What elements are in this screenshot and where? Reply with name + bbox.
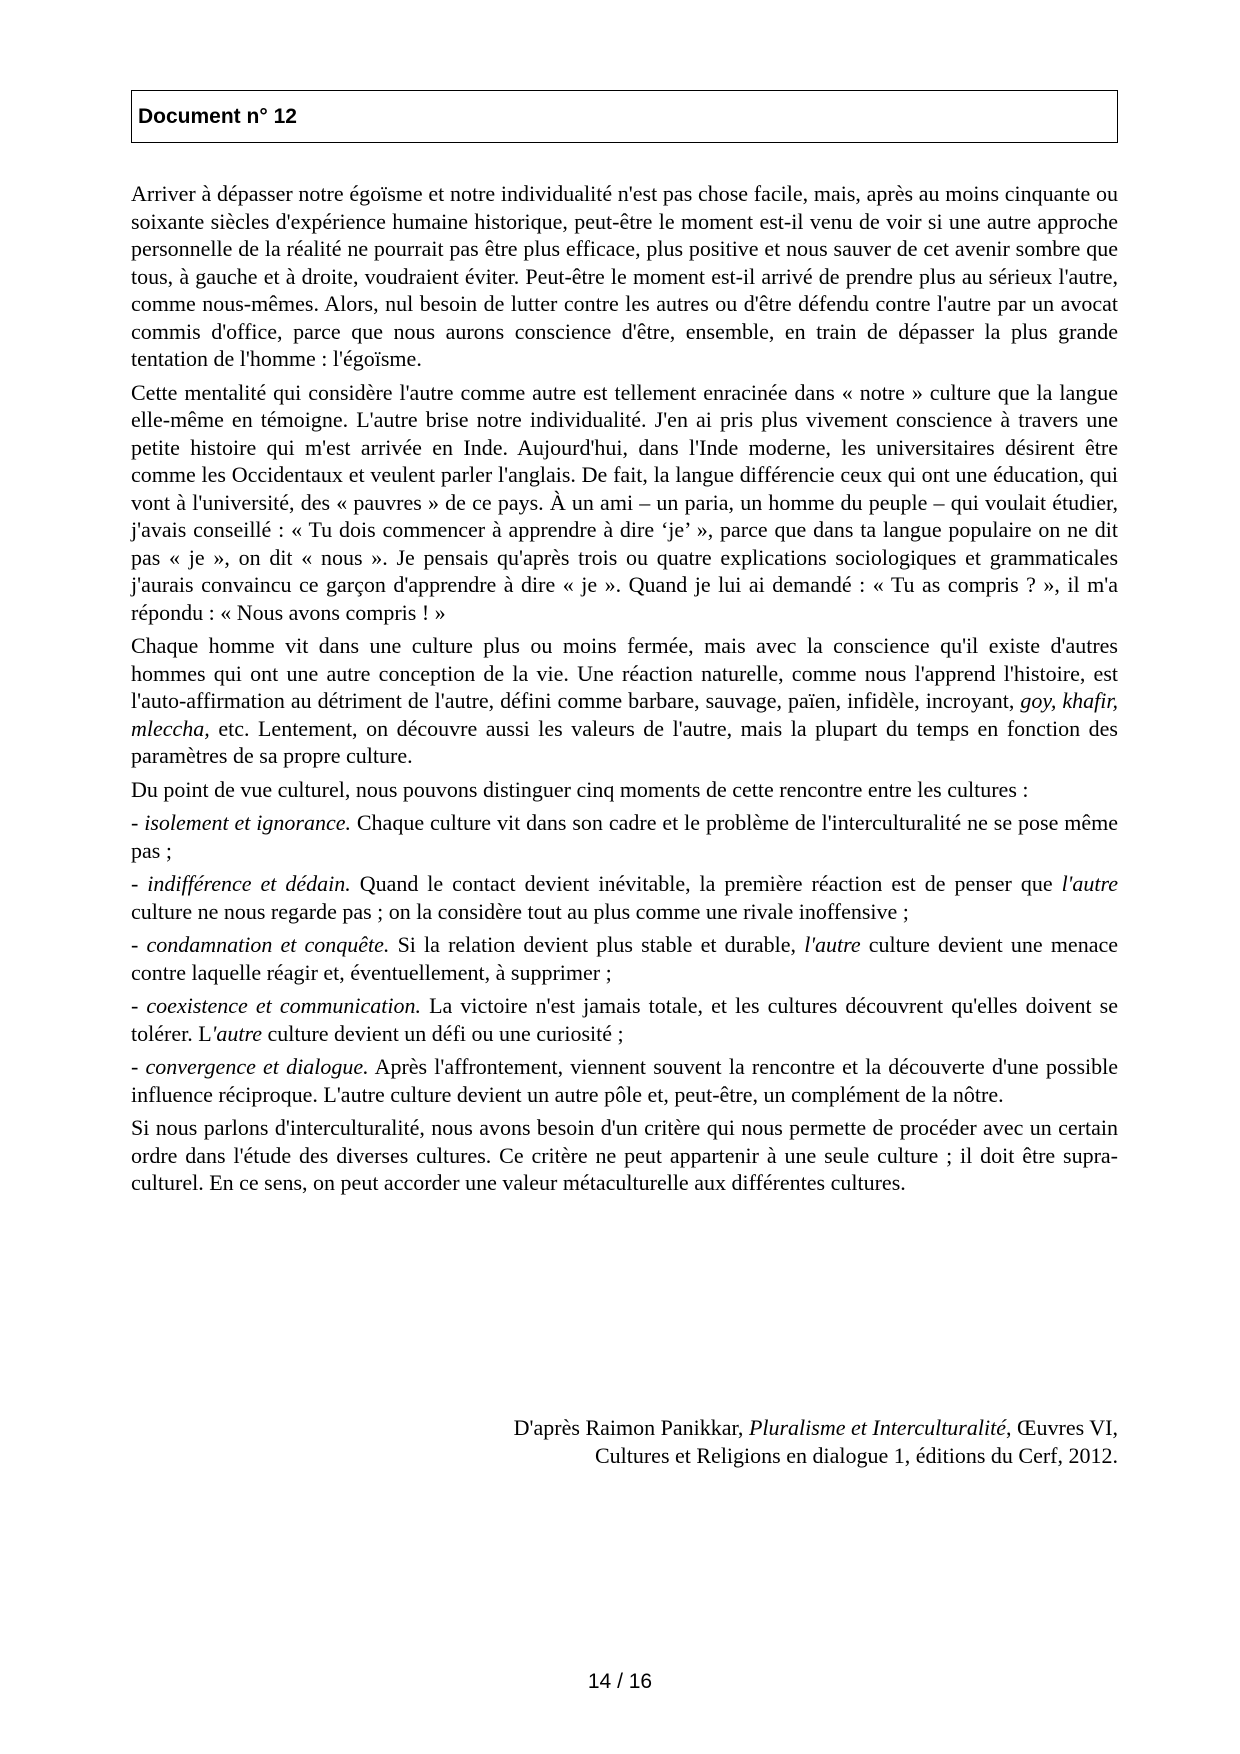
moment-title: coexistence et communication. <box>146 993 421 1018</box>
closing-paragraph: Si nous parlons d'interculturalité, nous avons besoin d'un critère qui nous permette de procéder avec un certain ordre dans l'étude des diverses cultures. Ce critère ne peut appartenir à une seule culture ; il doit être supra-culturel. En ce sens, on peut accorder une valeur métaculturelle aux différentes cultures. <box>131 1115 1118 1195</box>
citation-line-2: Cultures et Religions en dialogue 1, éditions du Cerf, 2012. <box>594 1443 1118 1468</box>
document-body <box>131 180 1118 1203</box>
citation-line-1: D'après Raimon Panikkar, Pluralisme et Interculturalité, Œuvres VI, <box>513 1415 1118 1440</box>
book-title: Pluralisme et Interculturalité <box>748 1415 1006 1440</box>
moment-item: - indifférence et dédain. Quand le contact devient inévitable, la première réaction est de penser que l'autre culture ne nous regarde pas ; on la considère tout au plus comme une rivale inoffensive ; <box>131 871 1119 924</box>
source-citation <box>514 1414 1118 1470</box>
moment-item: - convergence et dialogue. Après l'affrontement, viennent souvent la rencontre et la découverte d'une possible influence réciproque. L'autre culture devient un autre pôle et, peut-être, un complément de la nôtre. <box>131 1054 1118 1107</box>
moment-item: - coexistence et communication. La victoire n'est jamais totale, et les cultures découvrent qu'elles doivent se tolérer. L'autre culture devient un défi ou une curiosité ; <box>131 993 1118 1046</box>
document-title-box <box>131 90 1118 143</box>
moment-title: convergence et dialogue. <box>145 1054 369 1079</box>
moment-item: - isolement et ignorance. Chaque culture vit dans son cadre et le problème de l'interculturalité ne se pose même pas ; <box>131 810 1118 863</box>
italic-terms: goy, khafir, mleccha, <box>131 688 1118 741</box>
paragraph-4: Du point de vue culturel, nous pouvons distinguer cinq moments de cette rencontre entre les cultures : <box>131 776 1029 802</box>
paragraph-2: Cette mentalité qui considère l'autre comme autre est tellement enracinée dans « notre » culture que la langue elle-même en témoigne. L'autre brise notre individualité. J'en ai pris plus vivement conscience à travers une petite histoire qui m'est arrivée en Inde. Aujourd'hui, dans l'Inde moderne, les universitaires désirent être comme les Occidentaux et veulent parler l'anglais. De fait, la langue différencie ceux qui ont une éducation, qui vont à l'université, des « pauvres » de ce pays. À un ami – un paria, un homme du peuple – qui voulait étudier, j'avais conseillé : « Tu dois commencer à apprendre à dire ‘je’ », parce que dans ta langue populaire on ne dit pas « je », on dit « nous ». Je pensais qu'après trois ou quatre explications sociologiques et grammaticales j'aurais convaincu ce garçon d'apprendre à dire « je ». Quand je lui ai demandé : « Tu as compris ? », il m'a répondu : « Nous avons compris ! » <box>131 379 1118 625</box>
document-title: Document n° 12 <box>138 105 297 128</box>
moment-item: - condamnation et conquête. Si la relation devient plus stable et durable, l'autre culture devient une menace contre laquelle réagir et, éventuellement, à supprimer ; <box>131 932 1118 985</box>
paragraph-3: Chaque homme vit dans une culture plus ou moins fermée, mais avec la conscience qu'il existe d'autres hommes qui ont une autre conception de la vie. Une réaction naturelle, comme nous l'apprend l'histoire, est l'auto-affirmation au détriment de l'autre, défini comme barbare, sauvage, païen, infidèle, incroyant, goy, khafir, mleccha, etc. Lentement, on découvre aussi les valeurs de l'autre, mais la plupart du temps en fonction des paramètres de sa propre culture. <box>131 633 1118 768</box>
moment-title: indifférence et dédain. <box>147 871 351 896</box>
page-number: 14 / 16 <box>587 1670 653 1693</box>
moment-title: condamnation et conquête. <box>146 932 390 957</box>
moment-title: isolement et ignorance. <box>144 810 351 835</box>
paragraph-1: Arriver à dépasser notre égoïsme et notre individualité n'est pas chose facile, mais, après au moins cinquante ou soixante siècles d'expérience humaine historique, peut-être le moment est-il venu de voir si une autre approche personnelle de la réalité ne pourrait pas être plus efficace, plus positive et nous sauver de cet avenir sombre que tous, à gauche et à droite, voudraient éviter. Peut-être le moment est-il arrivé de prendre plus au sérieux l'autre, comme nous-mêmes. Alors, nul besoin de lutter contre les autres ou d'être défendu contre l'autre par un avocat commis d'office, parce que nous aurons conscience d'être, ensemble, en train de dépasser la plus grande tentation de l'homme : l'égoïsme. <box>131 181 1118 371</box>
